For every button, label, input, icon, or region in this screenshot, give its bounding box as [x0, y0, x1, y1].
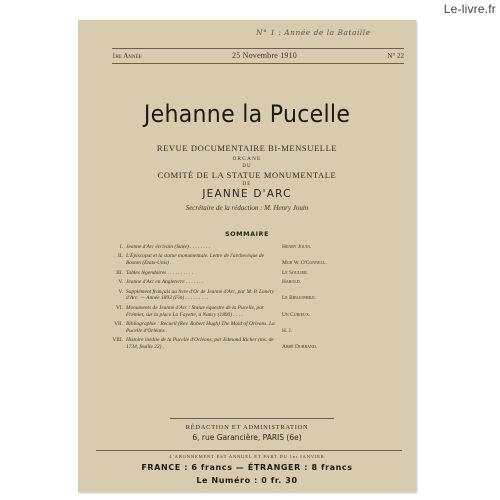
top-rule-lower	[112, 63, 404, 64]
masthead-comite: COMITÉ DE LA STATUE MONUMENTALE	[157, 170, 337, 180]
top-rule-upper	[112, 48, 404, 49]
toc-item-number: V.	[118, 279, 123, 286]
toc-item-author: H. J.	[282, 328, 293, 335]
toc-item-number: VII.	[114, 321, 123, 328]
issue-info-row	[112, 51, 404, 60]
toc-item-number: VIII.	[112, 337, 123, 344]
toc-item-title: Supplément français au livre d'Or de Jeanne d'Arc, par M. P. Lanéry d'Arc. — Année 1893 (Fin) . . . . . . . . .	[126, 288, 275, 302]
magazine-cover	[78, 20, 416, 492]
toc-item-author: Un Curieux.	[282, 311, 311, 318]
toc-item-title: Histoire inédite de la Pucelle d'Orléans, par Edmond Richer (ms. de 1734, feuille 22) .	[126, 337, 274, 351]
toc-item	[112, 244, 402, 251]
masthead-title: Jehanne la Pucelle	[143, 100, 351, 128]
toc-item-title: Bibliographie : Recueil (Rev. Robert Hugh) The Maid of Orleans. La Pucelle d'Orléans .	[126, 321, 275, 335]
footer-divider	[170, 418, 334, 419]
toc-item-title: L'Épiscopat et la statue monumentale. Lettre de l'archevêque de Boston (Etats-Unis) .	[126, 253, 264, 267]
toc-item	[112, 270, 402, 277]
toc-item-author: Mgr W. O'Connell.	[282, 260, 327, 267]
watermark-logo: Le-livre.fr	[443, 2, 496, 16]
sommaire-heading: SOMMAIRE	[224, 230, 270, 238]
masthead-du: DU	[242, 164, 252, 169]
subscription-note: L'ABONNEMENT EST ANNUEL ET PART DU 1er JANVIER	[169, 454, 325, 459]
issue-year: 1re Année	[112, 51, 142, 60]
masthead-jeanne: JEANNE D'ARC	[202, 188, 292, 200]
toc-item-title: Jeanne d'Arc en Angleterre . . . . . . .	[126, 279, 204, 286]
redaction-label: RÉDACTION ET ADMINISTRATION	[185, 424, 309, 431]
issue-date: 25 Novembre 1910	[232, 51, 297, 60]
masthead-de: DE	[242, 182, 252, 187]
toc-item-title: Monuments de Jeanne d'Arc : Statue équestre de la Pucelle, par Frémiet, sur la place La Fayette, à Nancy (1890) . . . .	[126, 304, 265, 318]
single-issue-price: Le Numéro : 0 fr. 30	[196, 476, 298, 485]
toc-item	[112, 289, 402, 303]
toc-item-number: V.	[118, 288, 123, 295]
toc-item	[112, 337, 402, 351]
toc-item	[112, 279, 402, 286]
toc-item-author: Le Bibliophile.	[282, 295, 317, 302]
toc-item-number: II.	[118, 253, 123, 260]
toc-item-author: Le Soulier.	[282, 269, 309, 276]
toc-item	[112, 305, 402, 319]
masthead-secretaire: Secrétaire de la rédaction : M. Henry Jouin	[185, 204, 309, 212]
subscription-divider	[96, 450, 402, 451]
toc-item-number: I.	[119, 244, 123, 250]
issue-number: N° 22	[387, 51, 404, 60]
toc-item-title: Tables légendaires . . . . . . . . . .	[126, 269, 194, 276]
table-of-contents	[112, 244, 402, 354]
subscription-prices: FRANCE : 6 francs — ÉTRANGER : 8 francs	[141, 463, 353, 472]
handwritten-annotation: N° 1 : Année de la Bataille	[256, 28, 371, 37]
toc-item-author: Harold.	[282, 279, 302, 286]
redaction-address: 6, rue Garancière, PARIS (6e)	[192, 433, 302, 442]
masthead-organe: ORGANE	[232, 156, 262, 162]
toc-item-author: Abbé Dubrand.	[282, 344, 318, 351]
toc-item	[112, 321, 402, 335]
toc-item	[112, 253, 402, 267]
toc-item-title: Jeanne d'Arc écrivain (Suite) . . . . . . . .	[126, 244, 211, 250]
toc-item-number: III.	[116, 269, 123, 276]
toc-item-number: VI.	[115, 304, 123, 311]
toc-item-author: Henry Jouin.	[282, 244, 312, 250]
masthead-subtitle: REVUE DOCUMENTAIRE BI-MENSUELLE	[156, 143, 338, 153]
